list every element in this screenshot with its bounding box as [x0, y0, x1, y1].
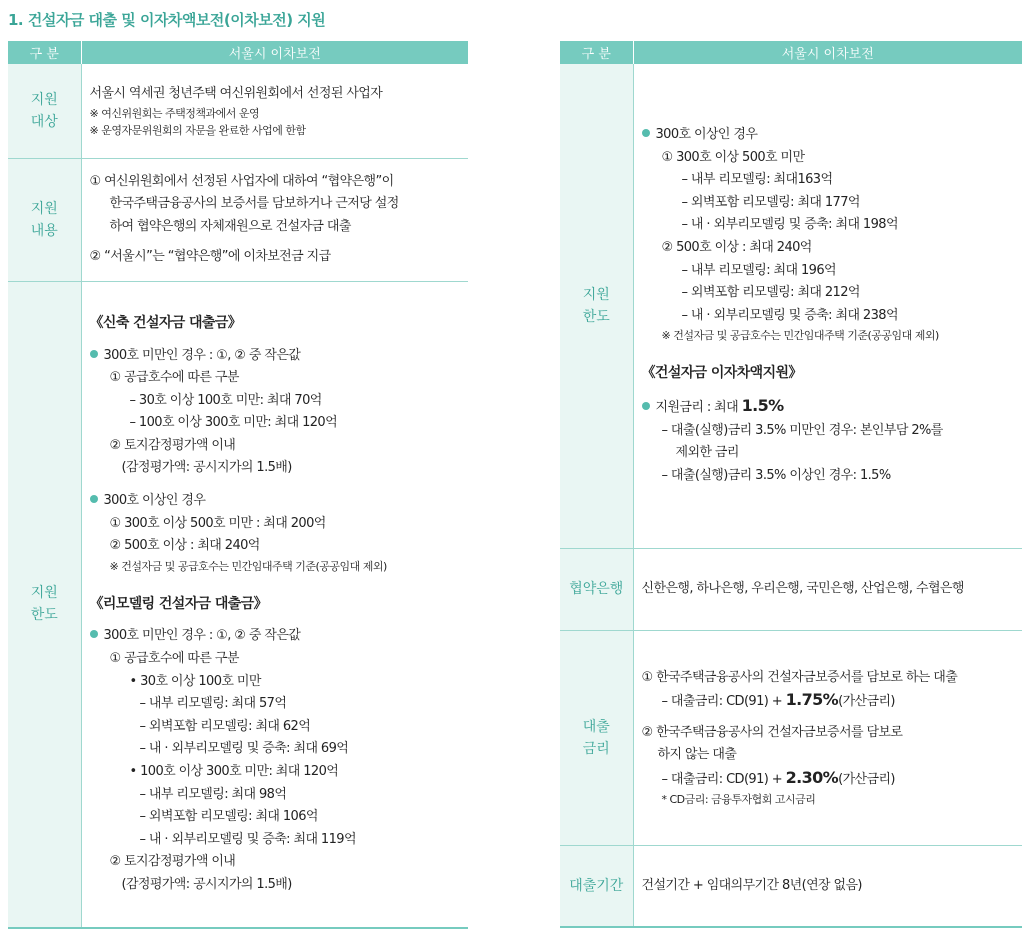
category-banks: 협약은행: [560, 548, 633, 630]
support-content: [81, 158, 468, 281]
target-note-2: ※ 운영자문위원회의 자문을 완료한 사업에 한함: [89, 124, 306, 137]
rem-b1c: – 내 · 외부리모델링 및 증축: 최대 69억: [139, 741, 349, 757]
limit-content-right: [633, 64, 1022, 548]
o2b: – 외벽포함 리모델링: 최대 212억: [681, 285, 860, 301]
new-note: ※ 건설자금 및 공급호수는 민간임대주택 기준(공공임대 제외): [109, 559, 387, 573]
rate-line: 지원금리 : 최대 1.5%: [642, 395, 1015, 420]
page-title: 1. 건설자금 대출 및 이자차액보전(이차보전) 지원: [8, 11, 326, 29]
rem-b1a: – 내부 리모델링: 최대 57억: [139, 696, 287, 712]
r1b: 제외한 금리: [675, 445, 739, 461]
category-content: 지원 내용: [8, 158, 81, 281]
category-rate: 대출 금리: [560, 630, 633, 845]
r2: – 대출(실행)금리 3.5% 이상인 경우: 1.5%: [661, 467, 891, 483]
new-u2a: (감정평가액: 공시지가의 1.5배): [121, 460, 292, 476]
period-content: 건설기간 + 임대의무기간 8년(연장 없음): [633, 845, 1022, 927]
over300: 300호 이상인 경우: [642, 124, 1015, 147]
target-content: [81, 64, 468, 158]
o2c: – 내 · 외부리모델링 및 증축: 최대 238억: [681, 307, 898, 323]
target-main: 서울시 역세권 청년주택 여신위원회에서 선정된 사업자: [89, 85, 383, 101]
bullet-dot: [642, 129, 650, 137]
new-u1a: – 30호 이상 100호 미만: 최대 70억: [129, 392, 322, 408]
new-o2: ② 500호 이상 : 최대 240억: [109, 538, 260, 554]
rem-b2a: – 내부 리모델링: 최대 98억: [139, 786, 287, 802]
right-note: ※ 건설자금 및 공급호수는 민간임대주택 기준(공공임대 제외): [661, 329, 939, 343]
category-limit-right: 지원 한도: [560, 64, 633, 548]
content-line-1: ① 여신위원회에서 선정된 사업자에 대하여 “협약은행”이: [89, 173, 394, 189]
rate-l2b: 하지 않는 대출: [657, 747, 737, 763]
rem-b2c: – 내 · 외부리모델링 및 증축: 최대 119억: [139, 831, 356, 847]
rem-b2: • 100호 이상 300호 미만: 최대 120억: [129, 764, 339, 780]
o1a: – 내부 리모델링: 최대163억: [681, 172, 833, 188]
rate-l1a: – 대출금리: CD(91) + 1.75%(가산금리): [661, 690, 895, 710]
o1: ① 300호 이상 500호 미만: [661, 149, 805, 165]
target-note-1: ※ 여신위원회는 주택정책과에서 운영: [89, 107, 260, 120]
rem-u2: ② 토지감정평가액 이내: [109, 854, 236, 870]
bullet-dot: [90, 350, 98, 358]
right-table: [560, 41, 1022, 928]
remodel-title: 《리모델링 건설자금 대출금》: [89, 595, 268, 612]
banks-content: 신한은행, 하나은행, 우리은행, 국민은행, 산업은행, 수협은행: [633, 548, 1022, 630]
new-u1: ① 공급호수에 따른 구분: [109, 370, 239, 386]
rate-l2a: – 대출금리: CD(91) + 2.30%(가산금리): [661, 767, 895, 787]
interest-title: 《건설자금 이자차액지원》: [641, 365, 802, 382]
limit-content-left: [81, 281, 468, 928]
left-table: [8, 41, 468, 929]
header-category: 구 분: [8, 41, 81, 64]
new-o1: ① 300호 이상 500호 미만 : 최대 200억: [109, 515, 326, 531]
o1c: – 내 · 외부리모델링 및 증축: 최대 198억: [681, 217, 898, 233]
rem-u1: ① 공급호수에 따른 구분: [109, 651, 239, 667]
r1: – 대출(실행)금리 3.5% 미만인 경우: 본인부담 2%를: [661, 422, 943, 438]
content-line-4: ② “서울시”는 “협약은행”에 이차보전금 지급: [89, 249, 331, 264]
rem-b2b: – 외벽포함 리모델링: 최대 106억: [139, 809, 318, 825]
rate-l2: ② 한국주택금융공사의 건설자금보증서를 담보로: [641, 724, 903, 740]
bullet-dot: [90, 630, 98, 638]
rate-note: * CD금리: 금융투자협회 고시금리: [661, 793, 816, 807]
rem-b1: • 30호 이상 100호 미만: [129, 673, 261, 689]
header-category: 구 분: [560, 41, 633, 64]
category-target: 지원 대상: [8, 64, 81, 158]
o2: ② 500호 이상 : 최대 240억: [661, 240, 812, 256]
rate-l1: ① 한국주택금융공사의 건설자금보증서를 담보로 하는 대출: [641, 669, 958, 685]
rem-under300: 300호 미만인 경우 : ①, ② 중 작은값: [90, 625, 461, 648]
new-over300: 300호 이상인 경우: [90, 490, 461, 513]
new-under300: 300호 미만인 경우 : ①, ② 중 작은값: [90, 345, 461, 368]
new-u2: ② 토지감정평가액 이내: [109, 437, 236, 453]
content-line-3: 하여 협약은행의 자체재원으로 건설자금 대출: [109, 218, 351, 234]
category-period: 대출기간: [560, 845, 633, 927]
bullet-dot: [642, 402, 650, 410]
header-content: 서울시 이차보전: [633, 41, 1022, 64]
new-u1b: – 100호 이상 300호 미만: 최대 120억: [129, 415, 338, 431]
header-content: 서울시 이차보전: [81, 41, 468, 64]
new-construction-title: 《신축 건설자금 대출금》: [89, 314, 242, 331]
rem-u2a: (감정평가액: 공시지가의 1.5배): [121, 876, 292, 892]
o1b: – 외벽포함 리모델링: 최대 177억: [681, 194, 860, 210]
category-limit-left: 지원 한도: [8, 281, 81, 928]
rem-b1b: – 외벽포함 리모델링: 최대 62억: [139, 718, 311, 734]
rate-content: [633, 630, 1022, 845]
bullet-dot: [90, 495, 98, 503]
o2a: – 내부 리모델링: 최대 196억: [681, 262, 836, 278]
content-line-2: 한국주택금융공사의 보증서를 담보하거나 근저당 설정: [109, 196, 399, 211]
rate-value: 1.5%: [741, 396, 784, 416]
